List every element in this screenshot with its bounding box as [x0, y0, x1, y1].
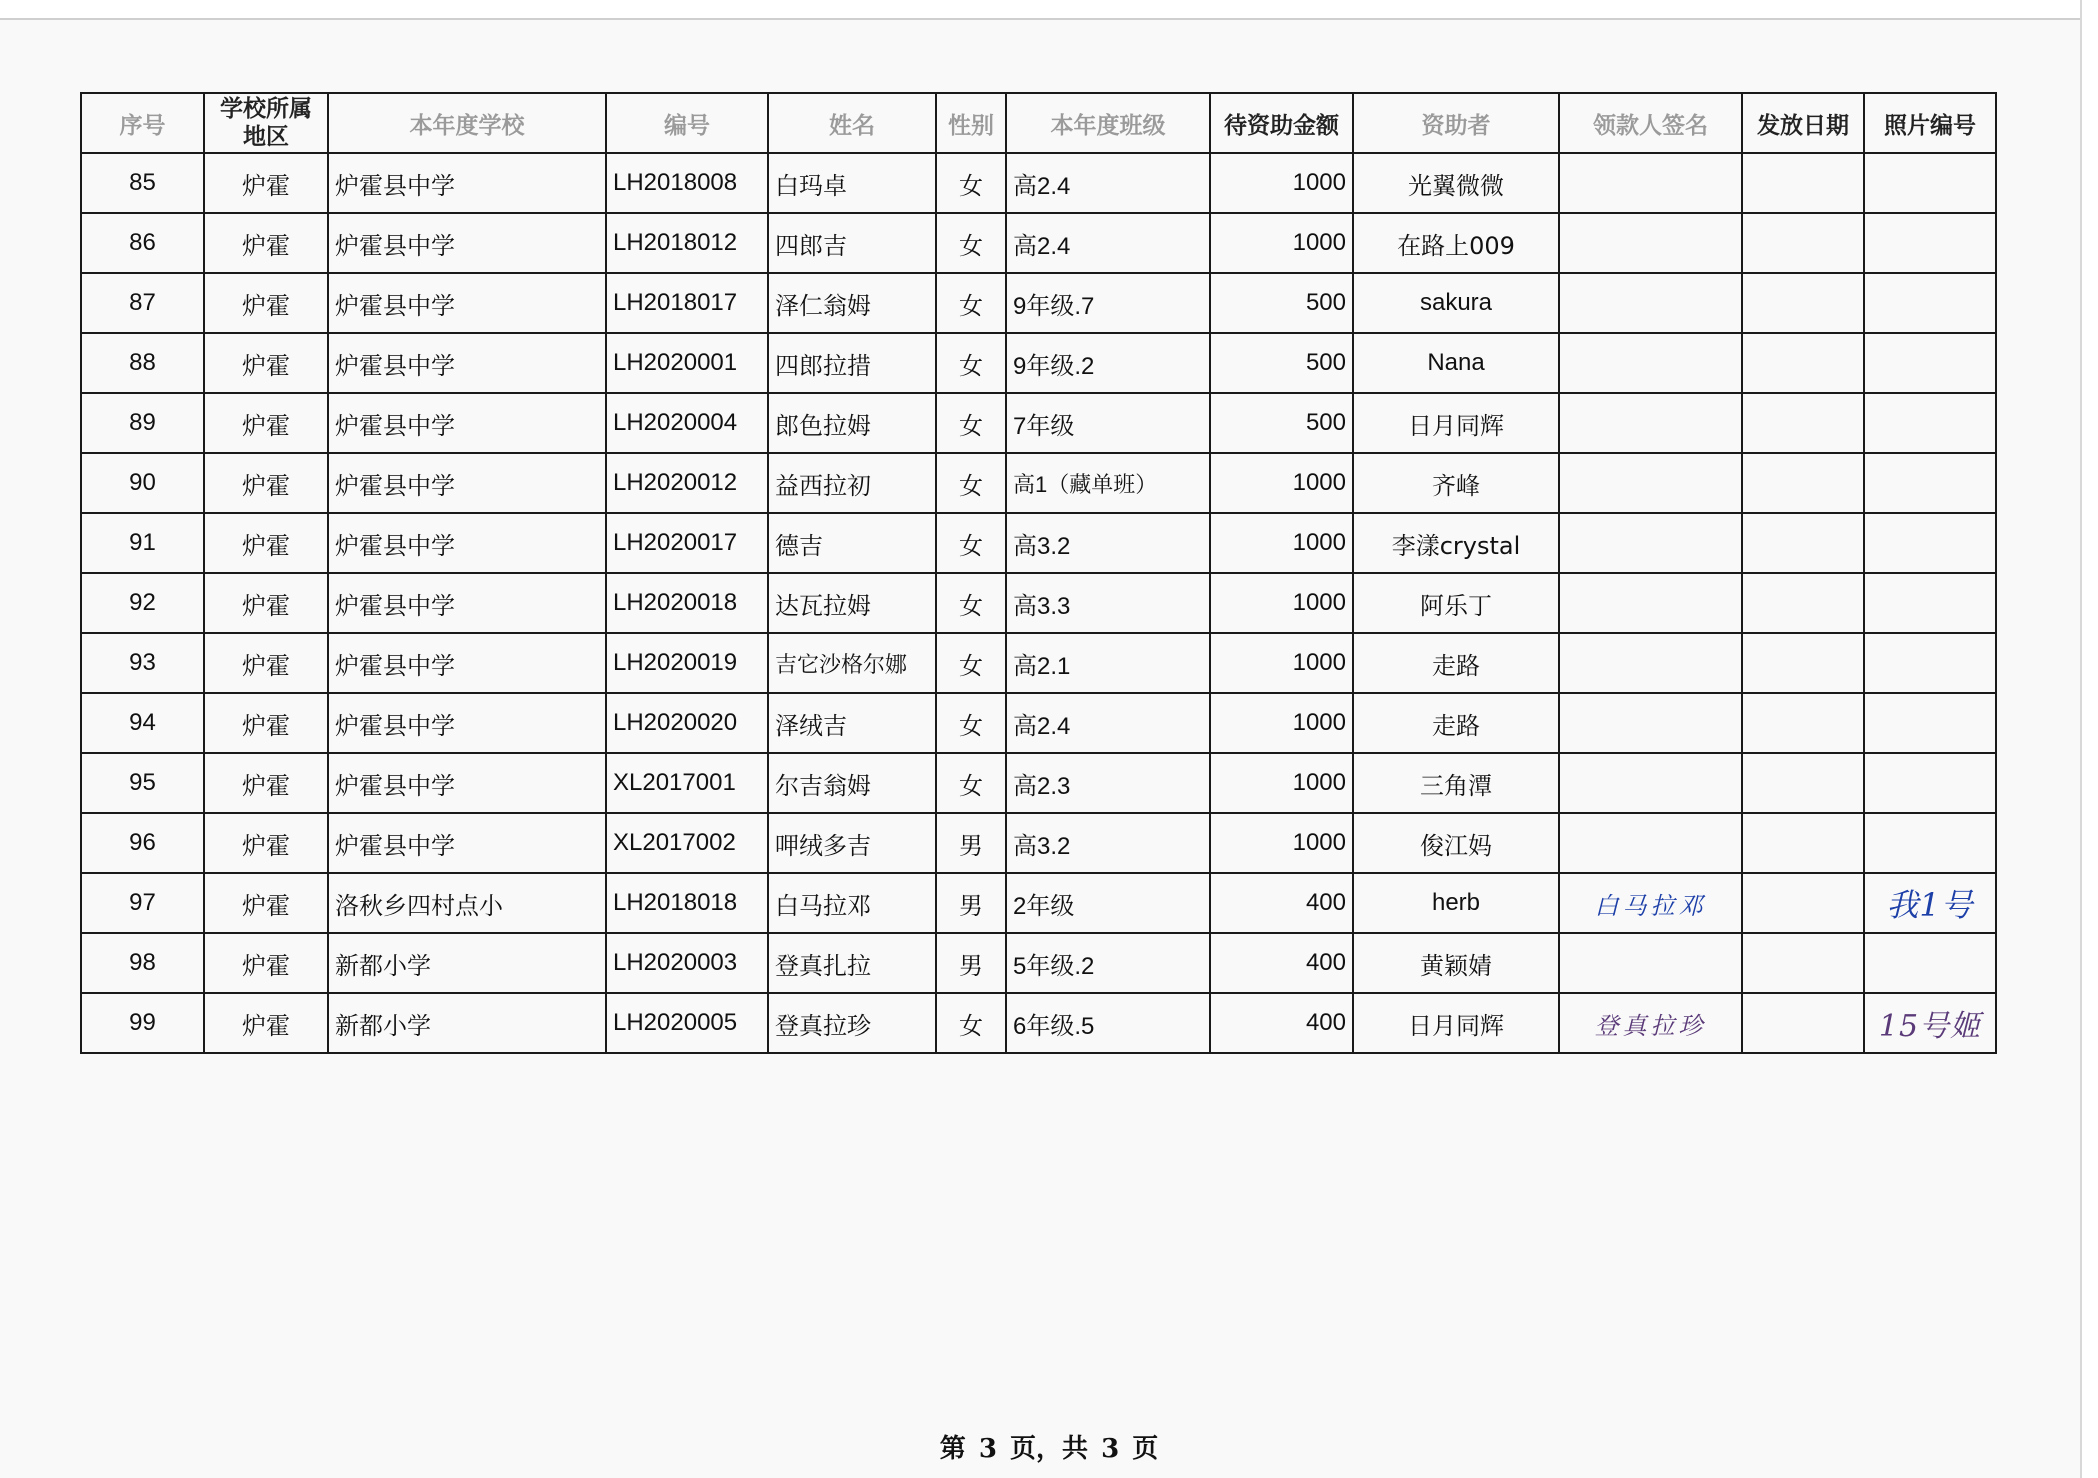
- cell-region: 炉霍: [204, 873, 328, 933]
- cell-amount: 1000: [1210, 633, 1353, 693]
- cell-gender: 女: [936, 273, 1006, 333]
- table-body: [81, 153, 1996, 1053]
- table-row: [81, 873, 1996, 933]
- cell-sponsor: 黄颖婧: [1353, 933, 1559, 993]
- table-row: [81, 933, 1996, 993]
- header-signature: 领款人签名: [1559, 93, 1742, 153]
- cell-no: 96: [81, 813, 204, 873]
- cell-name: 德吉: [768, 513, 936, 573]
- cell-name: 泽仁翁姆: [768, 273, 936, 333]
- table-row: [81, 213, 1996, 273]
- cell-code: XL2017002: [606, 813, 768, 873]
- cell-region: 炉霍: [204, 753, 328, 813]
- cell-no: 90: [81, 453, 204, 513]
- cell-region: 炉霍: [204, 933, 328, 993]
- cell-school: 炉霍县中学: [328, 393, 606, 453]
- cell-grade: 高2.4: [1006, 153, 1210, 213]
- table-row: [81, 453, 1996, 513]
- cell-no: 93: [81, 633, 204, 693]
- table-row: [81, 153, 1996, 213]
- cell-school: 新都小学: [328, 933, 606, 993]
- cell-school: 炉霍县中学: [328, 693, 606, 753]
- cell-no: 95: [81, 753, 204, 813]
- cell-code: LH2020019: [606, 633, 768, 693]
- cell-sponsor: 光翼微微: [1353, 153, 1559, 213]
- header-sponsor: 资助者: [1353, 93, 1559, 153]
- cell-signature: [1559, 573, 1742, 633]
- header-no: 序号: [81, 93, 204, 153]
- cell-photo: [1864, 933, 1996, 993]
- cell-name: 郎色拉姆: [768, 393, 936, 453]
- cell-code: LH2020004: [606, 393, 768, 453]
- cell-amount: 1000: [1210, 573, 1353, 633]
- handwritten-photo-number: 15号姬: [1864, 993, 1996, 1053]
- cell-gender: 女: [936, 993, 1006, 1053]
- table-row: [81, 813, 1996, 873]
- cell-name: 益西拉初: [768, 453, 936, 513]
- cell-photo: [1864, 333, 1996, 393]
- cell-date: [1742, 273, 1864, 333]
- cell-amount: 500: [1210, 273, 1353, 333]
- cell-name: 登真拉珍: [768, 993, 936, 1053]
- cell-date: [1742, 573, 1864, 633]
- cell-photo: [1864, 453, 1996, 513]
- cell-date: [1742, 513, 1864, 573]
- cell-name: 四郎吉: [768, 213, 936, 273]
- cell-region: 炉霍: [204, 993, 328, 1053]
- cell-gender: 女: [936, 333, 1006, 393]
- cell-date: [1742, 213, 1864, 273]
- cell-code: LH2020012: [606, 453, 768, 513]
- cell-name: 泽绒吉: [768, 693, 936, 753]
- cell-photo: [1864, 633, 1996, 693]
- cell-region: 炉霍: [204, 633, 328, 693]
- header-row: [81, 93, 1996, 153]
- cell-region: 炉霍: [204, 393, 328, 453]
- cell-code: LH2020005: [606, 993, 768, 1053]
- cell-grade: 高3.3: [1006, 573, 1210, 633]
- cell-code: LH2020017: [606, 513, 768, 573]
- cell-amount: 400: [1210, 873, 1353, 933]
- cell-amount: 1000: [1210, 753, 1353, 813]
- cell-school: 炉霍县中学: [328, 273, 606, 333]
- cell-signature: [1559, 213, 1742, 273]
- cell-school: 炉霍县中学: [328, 813, 606, 873]
- cell-name: 尔吉翁姆: [768, 753, 936, 813]
- cell-grade: 9年级.2: [1006, 333, 1210, 393]
- cell-date: [1742, 693, 1864, 753]
- cell-school: 炉霍县中学: [328, 153, 606, 213]
- cell-grade: 高2.4: [1006, 213, 1210, 273]
- cell-sponsor: 齐峰: [1353, 453, 1559, 513]
- cell-photo: [1864, 393, 1996, 453]
- footer-prefix: 第: [939, 1434, 966, 1464]
- cell-photo: [1864, 513, 1996, 573]
- cell-sponsor: 阿乐丁: [1353, 573, 1559, 633]
- table-row: [81, 393, 1996, 453]
- header-amount: 待资助金额: [1210, 93, 1353, 153]
- cell-school: 炉霍县中学: [328, 633, 606, 693]
- header-school: 本年度学校: [328, 93, 606, 153]
- cell-name: 吉它沙格尔娜: [768, 633, 936, 693]
- footer-total-pages: 3: [1101, 1434, 1120, 1464]
- cell-amount: 1000: [1210, 513, 1353, 573]
- scan-edge-top: [0, 0, 2098, 20]
- cell-sponsor: 在路上009: [1353, 213, 1559, 273]
- cell-amount: 1000: [1210, 453, 1353, 513]
- table-row: [81, 273, 1996, 333]
- cell-date: [1742, 393, 1864, 453]
- cell-school: 洛秋乡四村点小: [328, 873, 606, 933]
- cell-amount: 500: [1210, 333, 1353, 393]
- cell-date: [1742, 333, 1864, 393]
- cell-date: [1742, 753, 1864, 813]
- cell-gender: 女: [936, 393, 1006, 453]
- cell-sponsor: 李漾crystal: [1353, 513, 1559, 573]
- cell-school: 炉霍县中学: [328, 513, 606, 573]
- cell-date: [1742, 933, 1864, 993]
- footer-middle: 页，共: [1009, 1434, 1088, 1464]
- header-name: 姓名: [768, 93, 936, 153]
- header-date: 发放日期: [1742, 93, 1864, 153]
- cell-signature: [1559, 393, 1742, 453]
- cell-sponsor: 走路: [1353, 633, 1559, 693]
- table-row: [81, 633, 1996, 693]
- cell-grade: 高2.4: [1006, 693, 1210, 753]
- cell-region: 炉霍: [204, 513, 328, 573]
- header-gender: 性别: [936, 93, 1006, 153]
- cell-sponsor: 三角潭: [1353, 753, 1559, 813]
- cell-school: 炉霍县中学: [328, 333, 606, 393]
- cell-signature: [1559, 333, 1742, 393]
- cell-code: LH2020018: [606, 573, 768, 633]
- handwritten-signature: 登真拉珍: [1559, 993, 1742, 1053]
- cell-grade: 7年级: [1006, 393, 1210, 453]
- cell-amount: 1000: [1210, 213, 1353, 273]
- cell-signature: [1559, 633, 1742, 693]
- cell-sponsor: sakura: [1353, 273, 1559, 333]
- cell-no: 99: [81, 993, 204, 1053]
- cell-name: 四郎拉措: [768, 333, 936, 393]
- cell-signature: [1559, 453, 1742, 513]
- cell-no: 98: [81, 933, 204, 993]
- cell-name: 白玛卓: [768, 153, 936, 213]
- cell-amount: 500: [1210, 393, 1353, 453]
- cell-code: LH2018017: [606, 273, 768, 333]
- cell-date: [1742, 813, 1864, 873]
- cell-grade: 高2.1: [1006, 633, 1210, 693]
- cell-no: 89: [81, 393, 204, 453]
- cell-code: LH2018008: [606, 153, 768, 213]
- cell-code: XL2017001: [606, 753, 768, 813]
- footer-page-number: 3: [978, 1434, 997, 1464]
- cell-date: [1742, 873, 1864, 933]
- cell-signature: [1559, 753, 1742, 813]
- cell-photo: [1864, 153, 1996, 213]
- cell-region: 炉霍: [204, 693, 328, 753]
- cell-code: LH2020001: [606, 333, 768, 393]
- header-photo: 照片编号: [1864, 93, 1996, 153]
- cell-school: 炉霍县中学: [328, 753, 606, 813]
- cell-photo: [1864, 573, 1996, 633]
- cell-region: 炉霍: [204, 273, 328, 333]
- cell-signature: [1559, 933, 1742, 993]
- cell-no: 92: [81, 573, 204, 633]
- cell-amount: 400: [1210, 993, 1353, 1053]
- cell-region: 炉霍: [204, 813, 328, 873]
- cell-gender: 女: [936, 753, 1006, 813]
- cell-grade: 高2.3: [1006, 753, 1210, 813]
- cell-no: 97: [81, 873, 204, 933]
- cell-photo: [1864, 693, 1996, 753]
- cell-name: 呷绒多吉: [768, 813, 936, 873]
- table-row: [81, 753, 1996, 813]
- table-row: [81, 993, 1996, 1053]
- cell-name: 达瓦拉姆: [768, 573, 936, 633]
- handwritten-signature: 白马拉邓: [1559, 873, 1742, 933]
- cell-sponsor: 走路: [1353, 693, 1559, 753]
- scan-edge-right: [2080, 0, 2098, 1478]
- cell-no: 88: [81, 333, 204, 393]
- cell-gender: 男: [936, 933, 1006, 993]
- cell-no: 87: [81, 273, 204, 333]
- cell-grade: 5年级.2: [1006, 933, 1210, 993]
- cell-photo: [1864, 813, 1996, 873]
- cell-grade: 高1（藏单班）: [1006, 453, 1210, 513]
- cell-region: 炉霍: [204, 213, 328, 273]
- table-row: [81, 333, 1996, 393]
- aid-distribution-table: [80, 92, 1997, 1054]
- cell-gender: 女: [936, 453, 1006, 513]
- cell-date: [1742, 453, 1864, 513]
- table-row: [81, 573, 1996, 633]
- cell-grade: 2年级: [1006, 873, 1210, 933]
- cell-gender: 女: [936, 213, 1006, 273]
- cell-signature: [1559, 153, 1742, 213]
- header-grade: 本年度班级: [1006, 93, 1210, 153]
- cell-no: 91: [81, 513, 204, 573]
- page-footer: [0, 1428, 2098, 1465]
- cell-region: 炉霍: [204, 153, 328, 213]
- cell-no: 94: [81, 693, 204, 753]
- cell-region: 炉霍: [204, 453, 328, 513]
- cell-gender: 女: [936, 633, 1006, 693]
- cell-sponsor: Nana: [1353, 333, 1559, 393]
- cell-date: [1742, 993, 1864, 1053]
- cell-gender: 女: [936, 573, 1006, 633]
- cell-photo: [1864, 273, 1996, 333]
- cell-region: 炉霍: [204, 573, 328, 633]
- cell-date: [1742, 153, 1864, 213]
- table-row: [81, 693, 1996, 753]
- cell-school: 炉霍县中学: [328, 453, 606, 513]
- cell-gender: 男: [936, 813, 1006, 873]
- cell-sponsor: 日月同辉: [1353, 393, 1559, 453]
- cell-signature: [1559, 513, 1742, 573]
- cell-code: LH2020003: [606, 933, 768, 993]
- footer-suffix: 页: [1132, 1434, 1159, 1464]
- cell-signature: [1559, 693, 1742, 753]
- handwritten-photo-number: 我1号: [1864, 873, 1996, 933]
- cell-amount: 1000: [1210, 693, 1353, 753]
- cell-school: 炉霍县中学: [328, 213, 606, 273]
- cell-amount: 1000: [1210, 813, 1353, 873]
- cell-gender: 女: [936, 513, 1006, 573]
- cell-amount: 400: [1210, 933, 1353, 993]
- table-row: [81, 513, 1996, 573]
- cell-signature: [1559, 813, 1742, 873]
- cell-code: LH2018018: [606, 873, 768, 933]
- cell-no: 85: [81, 153, 204, 213]
- cell-grade: 高3.2: [1006, 513, 1210, 573]
- header-region: 学校所属地区: [204, 93, 328, 153]
- cell-grade: 高3.2: [1006, 813, 1210, 873]
- cell-amount: 1000: [1210, 153, 1353, 213]
- cell-sponsor: 俊江妈: [1353, 813, 1559, 873]
- cell-grade: 6年级.5: [1006, 993, 1210, 1053]
- cell-gender: 女: [936, 693, 1006, 753]
- cell-gender: 女: [936, 153, 1006, 213]
- cell-school: 新都小学: [328, 993, 606, 1053]
- cell-school: 炉霍县中学: [328, 573, 606, 633]
- cell-name: 白马拉邓: [768, 873, 936, 933]
- cell-photo: [1864, 753, 1996, 813]
- cell-code: LH2018012: [606, 213, 768, 273]
- cell-gender: 男: [936, 873, 1006, 933]
- cell-code: LH2020020: [606, 693, 768, 753]
- cell-name: 登真扎拉: [768, 933, 936, 993]
- cell-sponsor: herb: [1353, 873, 1559, 933]
- cell-sponsor: 日月同辉: [1353, 993, 1559, 1053]
- cell-no: 86: [81, 213, 204, 273]
- cell-grade: 9年级.7: [1006, 273, 1210, 333]
- cell-region: 炉霍: [204, 333, 328, 393]
- cell-date: [1742, 633, 1864, 693]
- cell-signature: [1559, 273, 1742, 333]
- header-code: 编号: [606, 93, 768, 153]
- cell-photo: [1864, 213, 1996, 273]
